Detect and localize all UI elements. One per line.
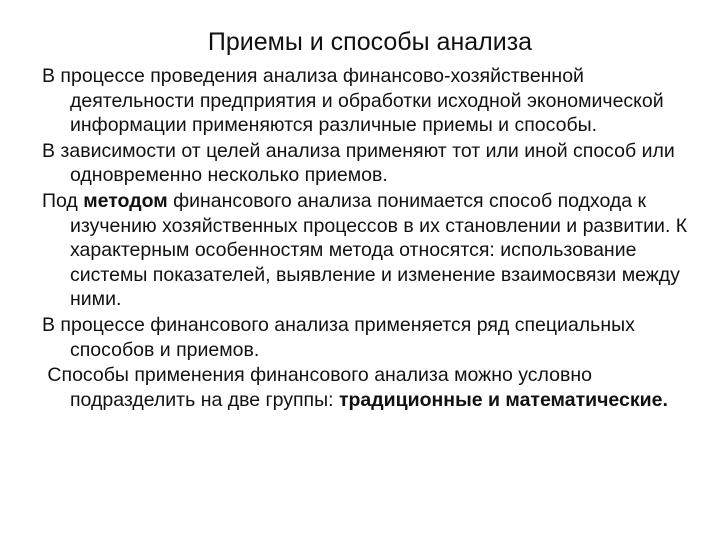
method-groups-term: традиционные и математические. <box>338 388 668 411</box>
paragraph-3-before: Под <box>42 189 84 212</box>
paragraph-2: В зависимости от целей анализа применяют тот или иной способ или одновременно несколько приемов. <box>42 139 675 187</box>
slide-body <box>42 64 692 413</box>
paragraph-1: В процессе проведения анализа финансово-хозяйственной деятельности предприятия и обработки исходной экономической информации применяются различные приемы и способы. <box>42 65 664 137</box>
paragraph-3-after: финансового анализа понимается способ подхода к изучению хозяйственных процессов в их становлении и развитии. К характерным особенностям метода относятся: использование системы показателей, выявление и изменение взаимосвязи между ними. <box>70 189 688 311</box>
paragraph-3 <box>42 189 692 312</box>
slide-title: Приемы и способы анализа <box>207 28 533 56</box>
paragraph-5-before: Способы применения финансового анализа можно условно подразделить на две группы: <box>42 364 598 411</box>
paragraph-5 <box>42 363 692 412</box>
method-term: методом <box>83 189 168 212</box>
paragraph-4: В процессе финансового анализа применяется ряд специальных способов и приемов. <box>42 313 635 361</box>
